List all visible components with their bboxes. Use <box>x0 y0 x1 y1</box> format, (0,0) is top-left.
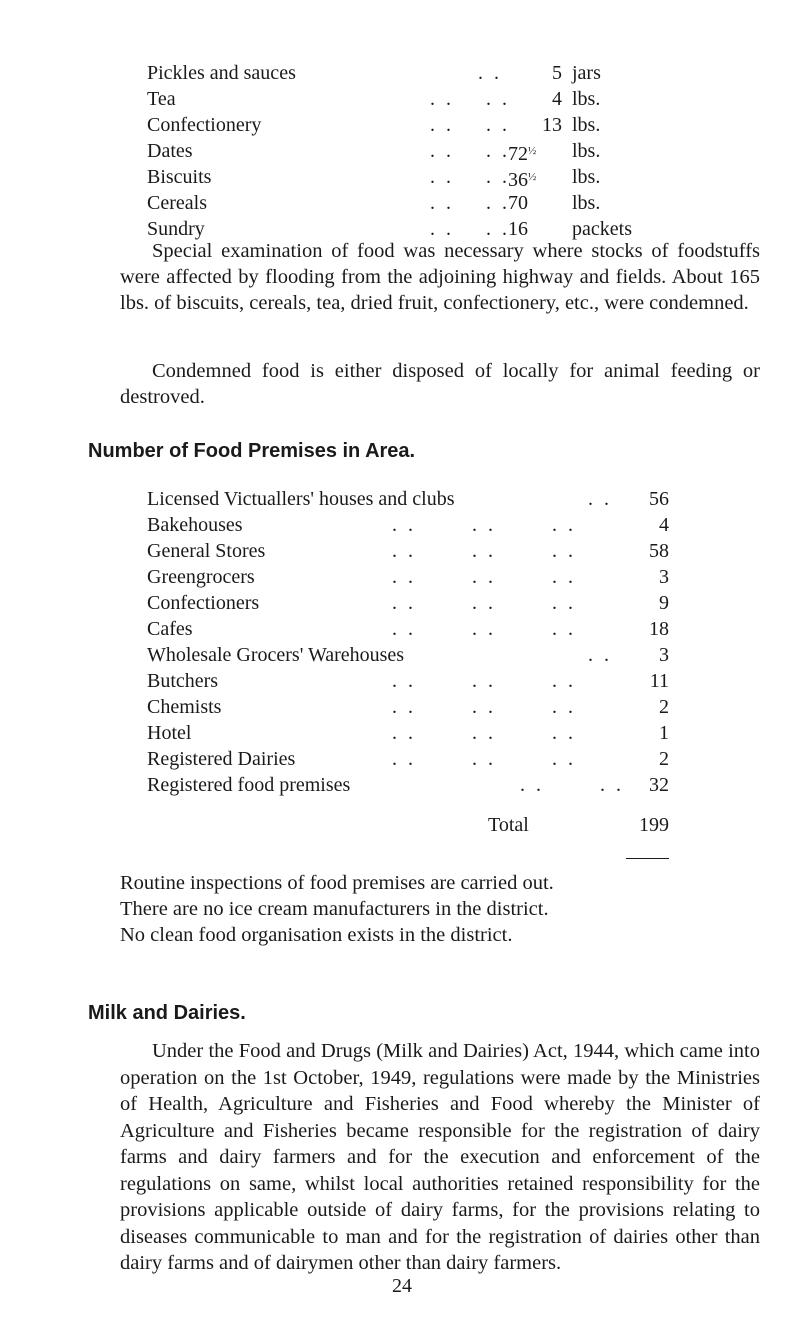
food-item-unit: lbs. <box>572 166 601 188</box>
food-item-name: Confectionery <box>147 114 262 136</box>
section-heading-milk-dairies: Milk and Dairies. <box>88 1002 246 1024</box>
food-item-name: Biscuits <box>147 166 212 188</box>
premises-name: Wholesale Grocers' Warehouses <box>147 644 405 666</box>
routine-line: Routine inspections of food premises are carried out. <box>120 872 554 894</box>
leader-dots: . . . . . . <box>392 618 576 640</box>
premises-name: Hotel <box>147 722 192 744</box>
food-item-qty-group <box>508 138 536 167</box>
leader-dots: . . . . . . <box>392 722 576 744</box>
paragraph-condemned-food: Condemned food is either disposed of locally for animal feeding or destroved. <box>120 360 760 408</box>
paragraph-milk-dairies: Under the Food and Drugs (Milk and Dairies) Act, 1944, which came into operation on the 1st October, 1949, regulations were made by the Ministries of Health, Agriculture and Fisheries and Food whereby the Minister of Agriculture and Fisheries became responsible for the registration of dairy farms and dairy farmers and for the execution and enforcement of the regulations on same, whilst local authorities retained responsibility for the provisions applicable outside of dairy farms, for the provisions relating to diseases communicable to man and for the registration of dairies other than dairy farms and of dairymen other than dairy farmers. <box>120 1040 760 1274</box>
food-item-unit: lbs. <box>572 192 601 214</box>
food-item-fraction: ½ <box>528 171 537 183</box>
leader-dots: . . <box>478 62 502 84</box>
food-item-unit: lbs. <box>572 140 601 162</box>
leader-dots: . . . . . . <box>392 748 576 770</box>
food-item-qty: 70 <box>508 192 528 214</box>
food-item-name: Cereals <box>147 192 207 214</box>
food-item-unit: packets <box>572 218 632 240</box>
paragraph-special-examination: Special examination of food was necessary where stocks of foodstuffs were affected by flooding from the adjoining highway and fields. About 165 lbs. of biscuits, cereals, tea, dried fruit, confectionery, etc., were condemned. <box>120 240 760 314</box>
premises-count: 3 <box>659 566 669 588</box>
food-item-qty-group <box>508 164 536 193</box>
food-item-unit: lbs. <box>572 114 601 136</box>
food-item-name: Sundry <box>147 218 205 240</box>
premises-name: Butchers <box>147 670 219 692</box>
premises-count: 58 <box>649 540 669 562</box>
food-item-qty: 72 <box>508 143 528 165</box>
leader-dots: . . . . <box>430 192 510 214</box>
premises-count: 18 <box>649 618 669 640</box>
premises-count: 32 <box>649 774 669 796</box>
leader-dots: . . . . <box>430 114 510 136</box>
leader-dots: . . . . <box>430 140 510 162</box>
premises-name: Greengrocers <box>147 566 255 588</box>
food-item-name: Dates <box>147 140 193 162</box>
leader-dots: . . . . . . <box>392 696 576 718</box>
leader-dots: . . . . . . <box>392 514 576 536</box>
food-item-qty: 16 <box>508 218 528 240</box>
premises-name: Registered food premises <box>147 774 351 796</box>
page-number: 24 <box>392 1275 412 1297</box>
food-item-name: Pickles and sauces <box>147 62 296 84</box>
leader-dots: . . . . . . <box>392 592 576 614</box>
leader-dots: . . . . <box>430 88 510 110</box>
premises-count: 2 <box>659 696 669 718</box>
food-item-qty: 36 <box>508 169 528 191</box>
leader-dots: . . . . <box>430 218 510 240</box>
total-value: 199 <box>639 814 669 836</box>
food-item-qty: 5 <box>552 62 562 84</box>
premises-count: 56 <box>649 488 669 510</box>
food-item-qty: 13 <box>542 114 562 136</box>
food-item-unit: jars <box>572 62 601 84</box>
premises-name: Registered Dairies <box>147 748 296 770</box>
leader-dots: . . . . <box>430 166 510 188</box>
routine-line: There are no ice cream manufacturers in the district. <box>120 898 549 920</box>
premises-name: Chemists <box>147 696 222 718</box>
leader-dots: . . <box>588 644 612 666</box>
leader-dots: . . . . . . <box>392 566 576 588</box>
premises-count: 3 <box>659 644 669 666</box>
premises-count: 1 <box>659 722 669 744</box>
premises-name: Licensed Victuallers' houses and clubs <box>147 488 455 510</box>
food-item-fraction: ½ <box>528 145 537 157</box>
premises-name: Cafes <box>147 618 193 640</box>
leader-dots: . . . . <box>520 774 624 796</box>
leader-dots: . . . . . . <box>392 670 576 692</box>
premises-count: 2 <box>659 748 669 770</box>
premises-name: General Stores <box>147 540 266 562</box>
leader-dots: . . <box>588 488 612 510</box>
premises-name: Bakehouses <box>147 514 243 536</box>
leader-dots: . . . . . . <box>392 540 576 562</box>
food-item-name: Tea <box>147 88 176 110</box>
total-label: Total <box>488 814 529 836</box>
premises-count: 11 <box>649 670 669 692</box>
premises-name: Confectioners <box>147 592 260 614</box>
routine-line: No clean food organisation exists in the district. <box>120 924 513 946</box>
section-heading-food-premises: Number of Food Premises in Area. <box>88 440 416 462</box>
total-underline <box>626 858 669 859</box>
premises-count: 4 <box>659 514 669 536</box>
premises-count: 9 <box>659 592 669 614</box>
food-item-unit: lbs. <box>572 88 601 110</box>
food-item-qty: 4 <box>552 88 562 110</box>
